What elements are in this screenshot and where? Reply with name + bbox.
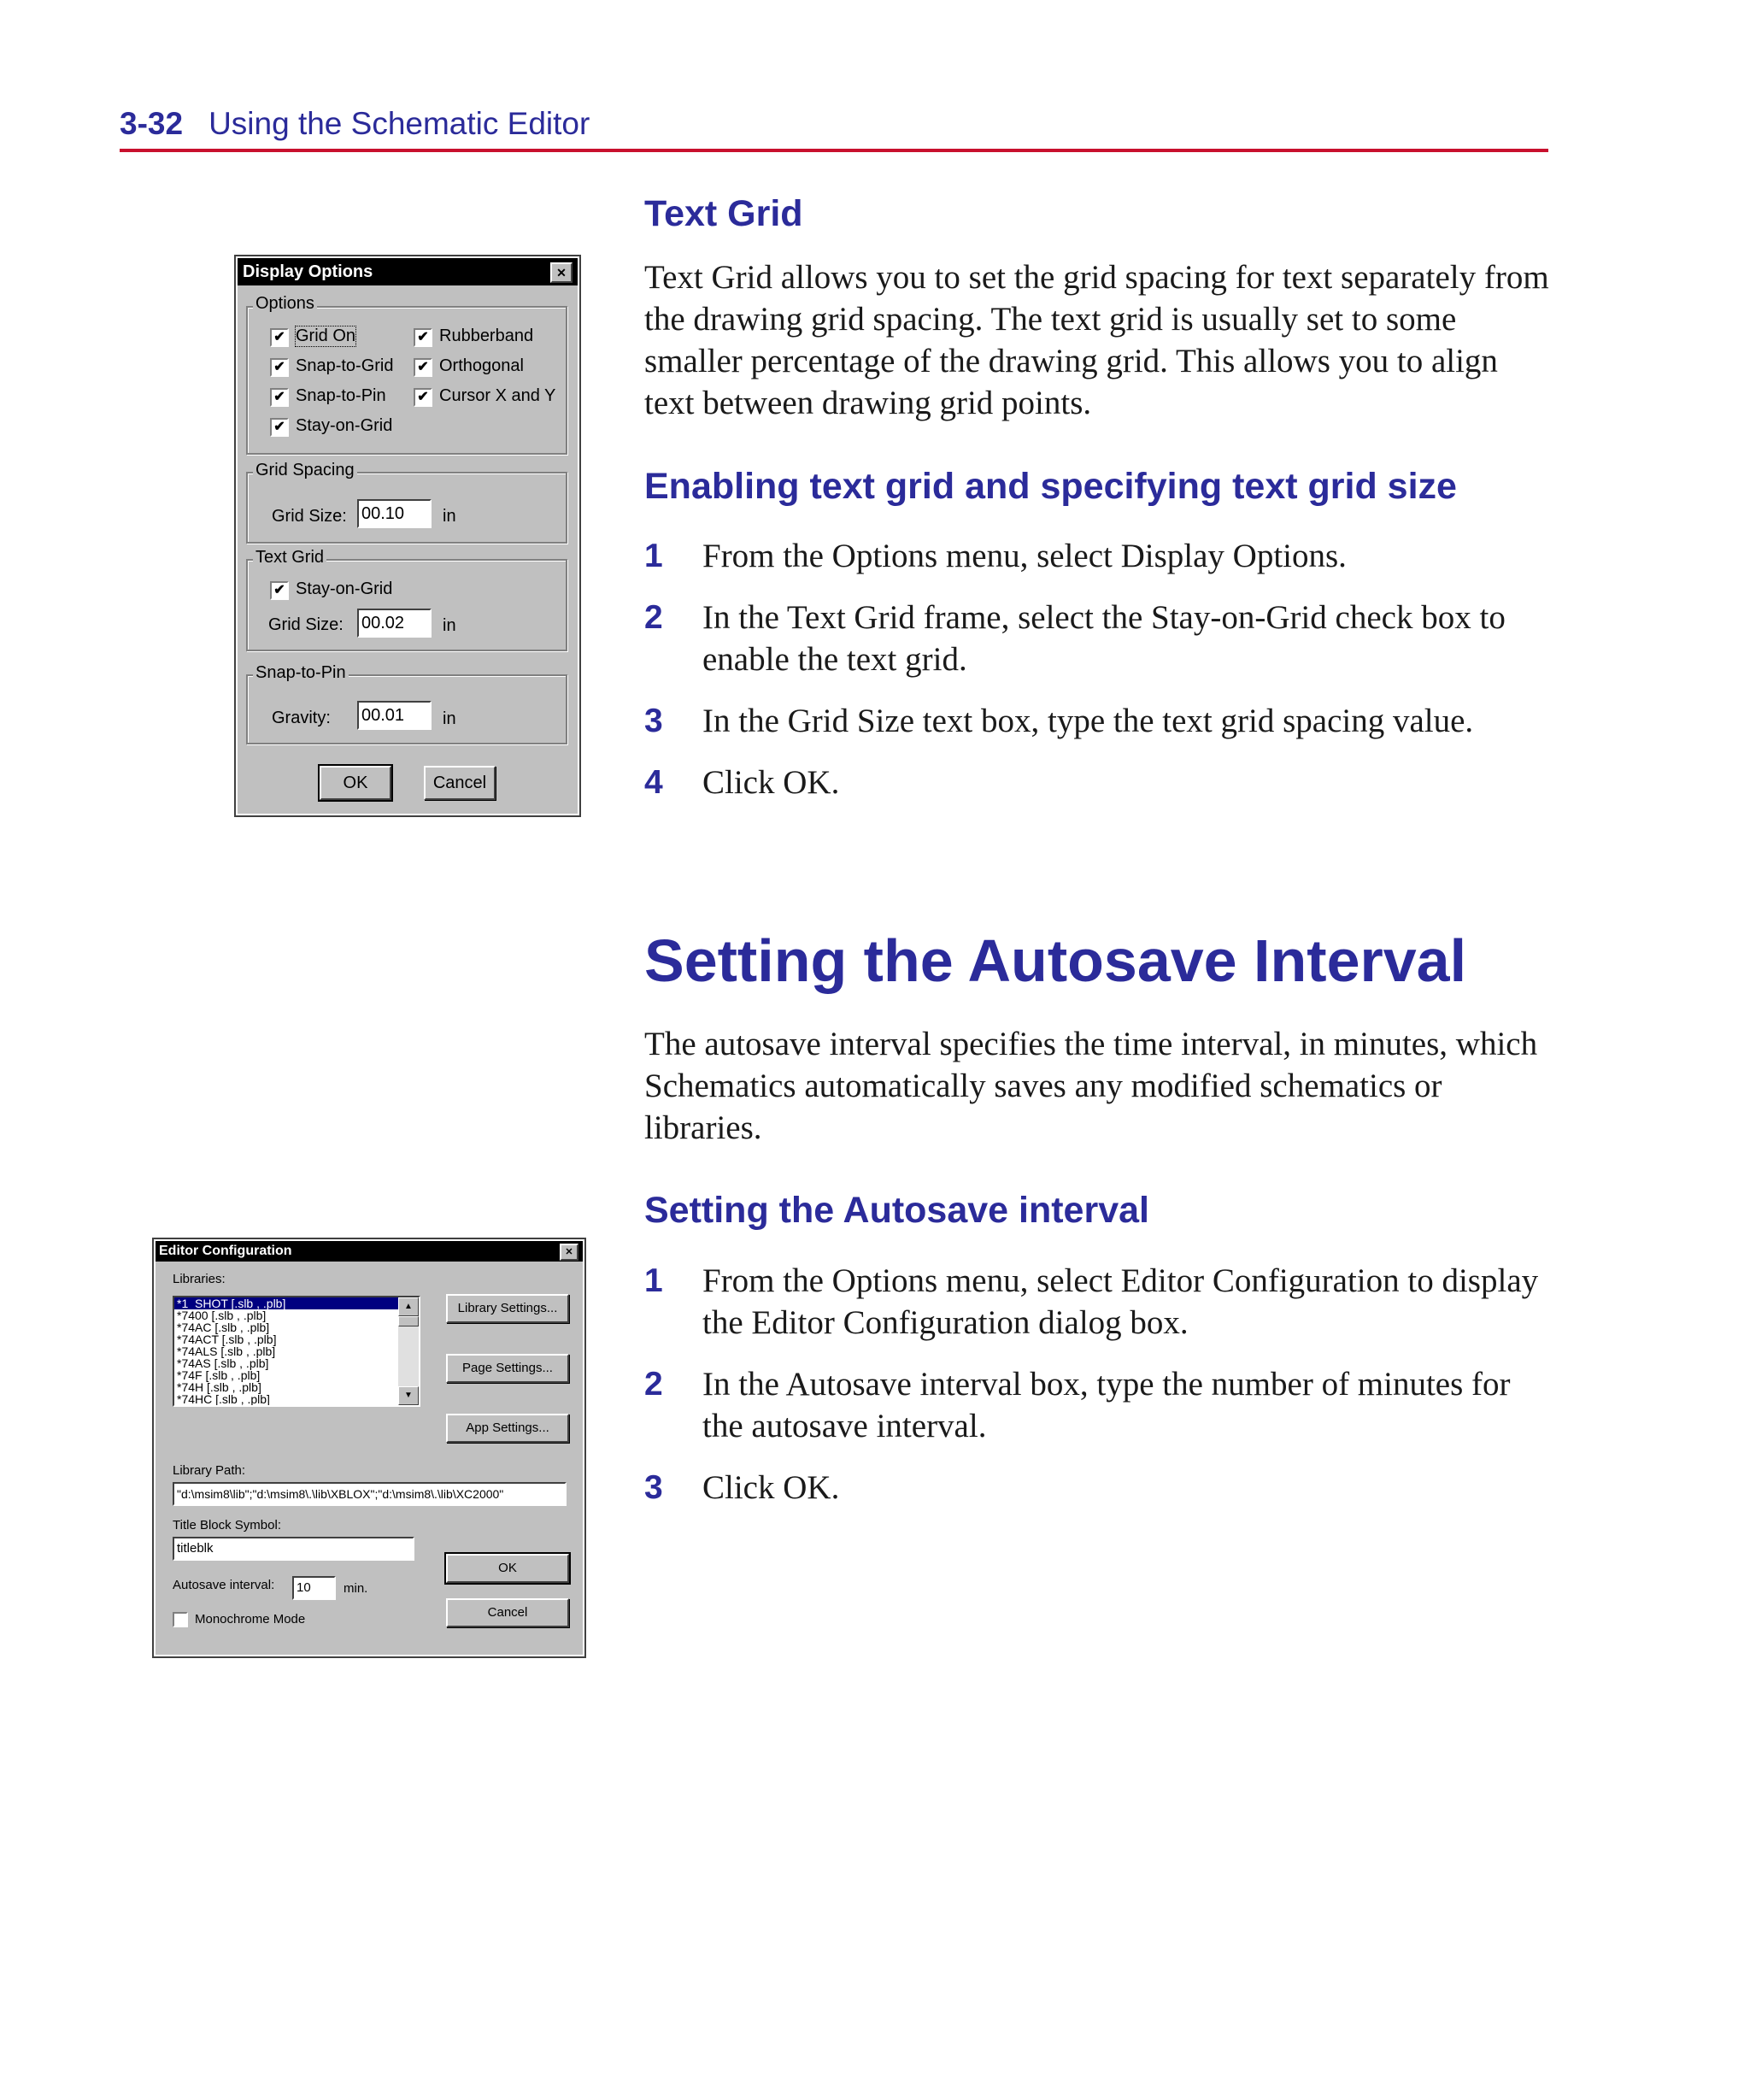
- autosave-procedure-heading: Setting the Autosave interval: [644, 1190, 1149, 1231]
- dialog-title: Editor Configuration: [159, 1244, 292, 1258]
- ok-button[interactable]: OK: [446, 1554, 569, 1583]
- step-text: In the Autosave interval box, type the number of minutes for the autosave interval.: [702, 1366, 1511, 1444]
- text-grid-size-label: Grid Size:: [268, 615, 344, 634]
- step-text: From the Options menu, select Display Options.: [702, 538, 1347, 574]
- text-grid-step: [644, 597, 1550, 680]
- dialog-title: Display Options: [243, 262, 373, 281]
- editor-configuration-dialog: [154, 1239, 584, 1656]
- snap-to-pin-checkbox[interactable]: ✔: [270, 388, 289, 407]
- title-block-input[interactable]: titleblk: [173, 1537, 414, 1561]
- orthogonal-label: Orthogonal: [439, 356, 524, 375]
- scroll-thumb[interactable]: [398, 1316, 419, 1326]
- text-grid-body: Text Grid allows you to set the grid spacing for text separately from the drawing grid spacing. The text grid is usually set to some smaller percentage of the drawing grid. This allows you to align text between drawing grid points.: [644, 259, 1549, 421]
- libraries-label: Libraries:: [173, 1272, 226, 1286]
- monochrome-mode-checkbox[interactable]: [173, 1612, 188, 1627]
- text-grid-heading: Text Grid: [644, 193, 803, 234]
- autosave-step: [644, 1467, 1550, 1509]
- step-number: 2: [644, 1366, 663, 1403]
- gravity-label: Gravity:: [272, 709, 331, 727]
- cancel-button[interactable]: Cancel: [446, 1598, 569, 1627]
- list-item[interactable]: *1_SHOT [.slb , .plb]: [174, 1297, 419, 1309]
- library-path-label: Library Path:: [173, 1463, 246, 1478]
- rubberband-label: Rubberband: [439, 326, 534, 345]
- step-text: In the Grid Size text box, type the text grid spacing value.: [702, 703, 1474, 739]
- autosave-step: [644, 1363, 1550, 1447]
- grid-on-checkbox[interactable]: ✔: [270, 328, 289, 347]
- snap-to-grid-label: Snap-to-Grid: [296, 356, 394, 375]
- grid-on-label: Grid On: [296, 326, 356, 345]
- snap-to-pin-frame-label: Snap-to-Pin: [253, 663, 349, 683]
- rubberband-checkbox[interactable]: ✔: [414, 328, 432, 347]
- grid-size-input[interactable]: 00.10: [357, 499, 432, 528]
- text-grid-step: [644, 762, 1550, 803]
- autosave-step: [644, 1260, 1550, 1344]
- step-text: In the Text Grid frame, select the Stay-on-Grid check box to enable the text grid.: [702, 599, 1506, 678]
- step-number: 2: [644, 599, 663, 636]
- step-number: 3: [644, 1469, 663, 1506]
- step-number: 1: [644, 538, 663, 574]
- close-icon[interactable]: ✕: [550, 262, 573, 283]
- scroll-down-icon[interactable]: ▼: [398, 1386, 419, 1405]
- cancel-button[interactable]: Cancel: [424, 766, 496, 800]
- text-grid-step: [644, 700, 1550, 742]
- libraries-scrollbar[interactable]: [398, 1297, 419, 1405]
- stay-on-grid-checkbox[interactable]: ✔: [270, 418, 289, 437]
- orthogonal-checkbox[interactable]: ✔: [414, 358, 432, 377]
- options-frame-label: Options: [253, 294, 317, 314]
- list-item[interactable]: *74HC [.slb , .plb]: [177, 1392, 270, 1406]
- autosave-interval-unit: min.: [344, 1581, 368, 1596]
- list-item[interactable]: *74ACT [.slb , .plb]: [177, 1332, 277, 1346]
- grid-size-unit: in: [443, 507, 456, 526]
- list-item[interactable]: *7400 [.slb , .plb]: [177, 1309, 267, 1322]
- library-settings-button[interactable]: Library Settings...: [446, 1294, 569, 1323]
- text-grid-size-unit: in: [443, 616, 456, 635]
- snap-to-grid-checkbox[interactable]: ✔: [270, 358, 289, 377]
- close-icon[interactable]: ✕: [560, 1244, 578, 1261]
- monochrome-mode-label: Monochrome Mode: [195, 1612, 306, 1626]
- grid-size-label: Grid Size:: [272, 507, 347, 526]
- list-item[interactable]: *74AC [.slb , .plb]: [177, 1321, 270, 1334]
- page-settings-button[interactable]: Page Settings...: [446, 1354, 569, 1383]
- library-path-input[interactable]: "d:\msim8\lib";"d:\msim8\.\lib\XBLOX";"d:\msim8\.\lib\XC2000": [173, 1482, 567, 1506]
- text-grid-size-input[interactable]: 00.02: [357, 609, 432, 638]
- list-item[interactable]: *74ALS [.slb , .plb]: [177, 1344, 276, 1358]
- step-text: From the Options menu, select Editor Configuration to display the Editor Configuration dialog box.: [702, 1262, 1539, 1341]
- app-settings-button[interactable]: App Settings...: [446, 1414, 569, 1443]
- list-item[interactable]: *74F [.slb , .plb]: [177, 1368, 261, 1382]
- header-rule: [120, 149, 1548, 152]
- grid-spacing-label: Grid Spacing: [253, 461, 357, 480]
- header-title: Using the Schematic Editor: [208, 106, 590, 141]
- text-stay-on-grid-checkbox[interactable]: ✔: [270, 581, 289, 600]
- step-number: 3: [644, 703, 663, 739]
- stay-on-grid-label: Stay-on-Grid: [296, 416, 393, 435]
- autosave-interval-label: Autosave interval:: [173, 1578, 275, 1592]
- libraries-list[interactable]: [173, 1296, 420, 1407]
- text-grid-procedure-heading: Enabling text grid and specifying text grid size: [644, 466, 1457, 507]
- title-block-label: Title Block Symbol:: [173, 1518, 281, 1532]
- step-text: Click OK.: [702, 764, 840, 801]
- autosave-body: The autosave interval specifies the time interval, in minutes, which Schematics automatically saves any modified schematics or libraries.: [644, 1026, 1538, 1146]
- page-number: 3-32: [120, 106, 184, 141]
- dialog-title-bar: [156, 1241, 583, 1262]
- dialog-title-bar: [238, 258, 578, 285]
- snap-to-pin-label: Snap-to-Pin: [296, 386, 386, 405]
- list-item[interactable]: *74H [.slb , .plb]: [177, 1380, 261, 1394]
- step-text: Click OK.: [702, 1469, 840, 1506]
- display-options-dialog: [236, 256, 579, 815]
- gravity-unit: in: [443, 709, 456, 728]
- scroll-up-icon[interactable]: ▲: [398, 1297, 419, 1316]
- cursor-xy-checkbox[interactable]: ✔: [414, 388, 432, 407]
- autosave-section-title: Setting the Autosave Interval: [644, 927, 1467, 994]
- step-number: 1: [644, 1262, 663, 1299]
- step-number: 4: [644, 764, 663, 801]
- gravity-input[interactable]: 00.01: [357, 701, 432, 730]
- text-stay-on-grid-label: Stay-on-Grid: [296, 579, 393, 598]
- text-grid-step: [644, 535, 1550, 577]
- autosave-interval-input[interactable]: 10: [292, 1576, 336, 1600]
- list-item[interactable]: *74AS [.slb , .plb]: [177, 1356, 269, 1370]
- cursor-xy-label: Cursor X and Y: [439, 386, 556, 405]
- ok-button[interactable]: OK: [320, 766, 391, 800]
- running-header: [120, 106, 590, 142]
- text-grid-frame-label: Text Grid: [253, 548, 326, 568]
